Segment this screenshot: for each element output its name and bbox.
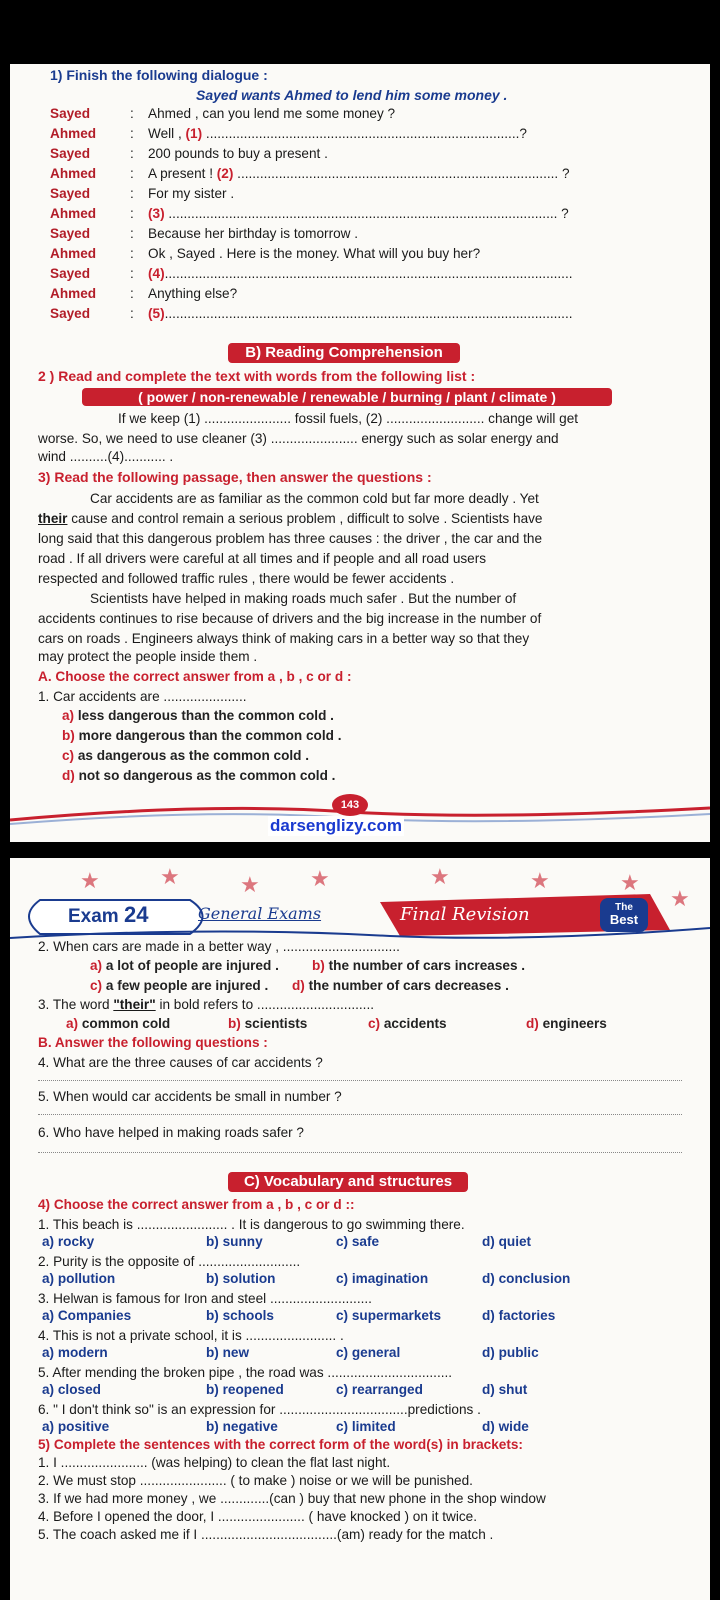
q5-item-4: 4. Before I opened the door, I ....................... ( have knocked ) on it twice.: [38, 1509, 478, 1524]
passage-bold-word: their: [38, 511, 68, 526]
answer-line-5[interactable]: [38, 1114, 682, 1115]
dialogue-speaker: Sayed: [50, 186, 91, 201]
dialogue-speaker: Ahmed: [50, 246, 97, 261]
dialogue-line[interactable]: [148, 266, 573, 281]
q5-item-2: 2. We must stop ....................... ( to make ) noise or we will be punished.: [38, 1473, 473, 1488]
dialogue-colon: :: [130, 306, 134, 321]
dialogue-line: For my sister .: [148, 186, 235, 201]
dialogue-colon: :: [130, 146, 134, 161]
dialogue-speaker: Sayed: [50, 106, 91, 121]
q2-option-c[interactable]: c) a few people are injured .: [90, 978, 269, 993]
q3-option-c[interactable]: c) accidents: [368, 1016, 447, 1031]
vocab-5-option-c[interactable]: c) rearranged: [336, 1382, 423, 1397]
q2-line-1: If we keep (1) ....................... fossil fuels, (2) .......................... change will get: [118, 411, 579, 426]
dialogue-colon: :: [130, 186, 134, 201]
q5-item-1: 1. I ....................... (was helping) to clean the flat last night.: [38, 1455, 391, 1470]
dialogue-speaker: Ahmed: [50, 206, 97, 221]
answer-line-6[interactable]: [38, 1152, 682, 1153]
general-exams-label: General Exams: [198, 904, 322, 923]
dialogue-line: Because her birthday is tomorrow .: [148, 226, 359, 241]
mc1-option-b[interactable]: b) more dangerous than the common cold .: [62, 728, 342, 743]
dialogue-line: Anything else?: [148, 286, 238, 301]
q2-option-d[interactable]: d) the number of cars decreases .: [292, 978, 509, 993]
q5-title: 5) Complete the sentences with the correct form of the word(s) in brackets:: [38, 1437, 523, 1452]
q2-line-2: worse. So, we need to use cleaner (3) ....................... energy such as solar energy and: [38, 431, 559, 446]
passage-line-8: cars on roads . Engineers always think of making cars in a better way so that they: [38, 631, 530, 646]
vocab-4-option-c[interactable]: c) general: [336, 1345, 401, 1360]
mc1-option-c[interactable]: c) as dangerous as the common cold .: [62, 748, 310, 763]
worksheet-page-bottom: [10, 858, 710, 1600]
q2-question: 2. When cars are made in a better way , ...............................: [38, 939, 400, 954]
dialogue-speaker: Ahmed: [50, 286, 97, 301]
passage-line-4: road . If all drivers were careful at all times and if people and all road users: [38, 551, 487, 566]
passage-line-9: may protect the people inside them .: [38, 649, 258, 664]
vocab-3-option-c[interactable]: c) supermarkets: [336, 1308, 442, 1323]
blank-number: (3): [148, 206, 165, 221]
vocab-1-option-c[interactable]: c) safe: [336, 1234, 380, 1249]
vocab-question-5: 5. After mending the broken pipe , the road was .................................: [38, 1365, 453, 1380]
worksheet-page-top: [10, 64, 710, 842]
vocab-1-option-a[interactable]: a) rocky: [42, 1234, 95, 1249]
reading-banner: B) Reading Comprehension: [228, 343, 460, 363]
part-b-title: B. Answer the following questions :: [38, 1035, 268, 1050]
answer-line-4[interactable]: [38, 1080, 682, 1081]
blank-number: (5): [148, 306, 165, 321]
passage-line-6: Scientists have helped in making roads much safer . But the number of: [90, 591, 517, 606]
blank-number: (1): [185, 126, 203, 141]
q3-title: 3) Read the following passage, then answer the questions :: [38, 469, 432, 485]
open-question-5: 5. When would car accidents be small in number ?: [38, 1089, 342, 1104]
vocab-4-option-d[interactable]: d) public: [482, 1345, 539, 1360]
the-best-logo: The Best: [600, 898, 648, 932]
dialogue-colon: :: [130, 206, 134, 221]
dialogue-speaker: Sayed: [50, 226, 91, 241]
q3-question: 3. The word "their" in bold refers to ...............................: [38, 997, 375, 1012]
answer-blank[interactable]: ..................................................................................... ?: [233, 166, 570, 181]
q3-option-b[interactable]: b) scientists: [228, 1016, 308, 1031]
watermark-link[interactable]: darsenglizy.com: [270, 816, 402, 835]
exam-header: ★ ★ ★ ★ ★ ★ ★ ★ Exam 24 General Exams Final Revision The Best: [10, 890, 710, 952]
q3-option-a[interactable]: a) common cold: [66, 1016, 171, 1031]
passage-line-1: Car accidents are as familiar as the common cold but far more deadly . Yet: [90, 491, 539, 506]
q2-line-3: wind ..........(4)........... .: [38, 449, 174, 464]
open-question-4: 4. What are the three causes of car accidents ?: [38, 1055, 323, 1070]
vocab-1-option-d[interactable]: d) quiet: [482, 1234, 532, 1249]
vocab-question-1: 1. This beach is ........................ . It is dangerous to go swimming there.: [38, 1217, 465, 1232]
mc1-option-d[interactable]: d) not so dangerous as the common cold .: [62, 768, 336, 783]
dialogue-speaker: Ahmed: [50, 166, 97, 181]
q3-option-d[interactable]: d) engineers: [526, 1016, 607, 1031]
vocab-2-option-b[interactable]: b) solution: [206, 1271, 276, 1286]
answer-blank[interactable]: ............................................................................................................: [164, 306, 573, 321]
blank-number: (4): [148, 266, 165, 281]
vocab-1-option-b[interactable]: b) sunny: [206, 1234, 263, 1249]
open-question-6: 6. Who have helped in making roads safer ?: [38, 1125, 304, 1140]
vocab-3-option-d[interactable]: d) factories: [482, 1308, 556, 1323]
page-number: 143: [332, 794, 368, 816]
dialogue-speaker: Sayed: [50, 266, 91, 281]
q2-option-a[interactable]: a) a lot of people are injured .: [90, 958, 279, 973]
dialogue-speaker: Sayed: [50, 306, 91, 321]
dialogue-line[interactable]: A present ! (2) ..................................................................................... ?: [148, 166, 570, 181]
vocab-question-4: 4. This is not a private school, it is ........................ .: [38, 1328, 344, 1343]
passage-line-5: respected and followed traffic rules , there would be fewer accidents .: [38, 571, 455, 586]
dialogue-colon: :: [130, 246, 134, 261]
answer-blank[interactable]: ...................................................................................?: [202, 126, 527, 141]
dialogue-speaker: Ahmed: [50, 126, 97, 141]
vocab-question-6: 6. " I don't think so" is an expression for ..................................predictions .: [38, 1402, 481, 1417]
q2-title: 2 ) Read and complete the text with words from the following list :: [38, 368, 476, 384]
dialogue-colon: :: [130, 126, 134, 141]
vocab-6-option-c[interactable]: c) limited: [336, 1419, 396, 1434]
q1-title: 1) Finish the following dialogue :: [50, 67, 268, 83]
vocab-4-option-b[interactable]: b) new: [206, 1345, 250, 1360]
dialogue-line: 200 pounds to buy a present .: [148, 146, 328, 161]
q5-item-5: 5. The coach asked me if I ....................................(am) ready for the match .: [38, 1527, 494, 1542]
dialogue-colon: :: [130, 106, 134, 121]
vocab-3-option-a[interactable]: a) Companies: [42, 1308, 132, 1323]
passage-line-2: their cause and control remain a serious problem , difficult to solve . Scientists have: [38, 511, 543, 526]
vocab-2-option-c[interactable]: c) imagination: [336, 1271, 429, 1286]
vocab-question-2: 2. Purity is the opposite of ...........................: [38, 1254, 301, 1269]
q2-option-b[interactable]: b) the number of cars increases .: [312, 958, 526, 973]
dialogue-colon: :: [130, 166, 134, 181]
vocab-2-option-a[interactable]: a) pollution: [42, 1271, 116, 1286]
exam-label: Exam 24: [68, 902, 149, 927]
vocab-5-option-b[interactable]: b) reopened: [206, 1382, 284, 1397]
dialogue-speaker: Sayed: [50, 146, 91, 161]
q1-subtitle: Sayed wants Ahmed to lend him some money .: [196, 87, 508, 103]
vocab-6-option-b[interactable]: b) negative: [206, 1419, 278, 1434]
vocab-3-option-b[interactable]: b) schools: [206, 1308, 274, 1323]
q4-title: 4) Choose the correct answer from a , b , c or d ::: [38, 1197, 355, 1212]
passage-line-3: long said that this dangerous problem has three causes : the driver , the car and the: [38, 531, 543, 546]
dialogue-colon: :: [130, 266, 134, 281]
final-revision-label: Final Revision: [400, 904, 530, 925]
dialogue-line[interactable]: Well , (1) ...................................................................................?: [148, 126, 527, 141]
mc1-option-a[interactable]: a) less dangerous than the common cold .: [62, 708, 334, 723]
dialogue-colon: :: [130, 226, 134, 241]
q5-item-3: 3. If we had more money , we .............(can ) buy that new phone in the shop window: [38, 1491, 546, 1506]
vocab-2-option-d[interactable]: d) conclusion: [482, 1271, 571, 1286]
dialogue-colon: :: [130, 286, 134, 301]
part-a-title: A. Choose the correct answer from a , b , c or d :: [38, 669, 352, 684]
blank-number: (2): [216, 166, 234, 181]
word-list: ( power / non-renewable / renewable / burning / plant / climate ): [82, 388, 612, 406]
dialogue-line: Ahmed , can you lend me some money ?: [148, 106, 396, 121]
vocab-question-3: 3. Helwan is famous for Iron and steel ...........................: [38, 1291, 372, 1306]
answer-blank[interactable]: ....................................................................................................... ?: [164, 206, 569, 221]
vocab-6-option-a[interactable]: a) positive: [42, 1419, 110, 1434]
dialogue-line: Ok , Sayed . Here is the money. What will you buy her?: [148, 246, 481, 261]
vocab-5-option-a[interactable]: a) closed: [42, 1382, 101, 1397]
passage-line-7: accidents continues to rise because of drivers and the big increase in the number of: [38, 611, 542, 626]
vocab-5-option-d[interactable]: d) shut: [482, 1382, 528, 1397]
dialogue-line[interactable]: [148, 306, 573, 321]
vocab-6-option-d[interactable]: d) wide: [482, 1419, 529, 1434]
answer-blank[interactable]: ............................................................................................................: [164, 266, 573, 281]
mc1-question: 1. Car accidents are ......................: [38, 689, 247, 704]
dialogue-line[interactable]: [148, 206, 569, 221]
vocab-banner: C) Vocabulary and structures: [228, 1172, 468, 1192]
vocab-4-option-a[interactable]: a) modern: [42, 1345, 108, 1360]
